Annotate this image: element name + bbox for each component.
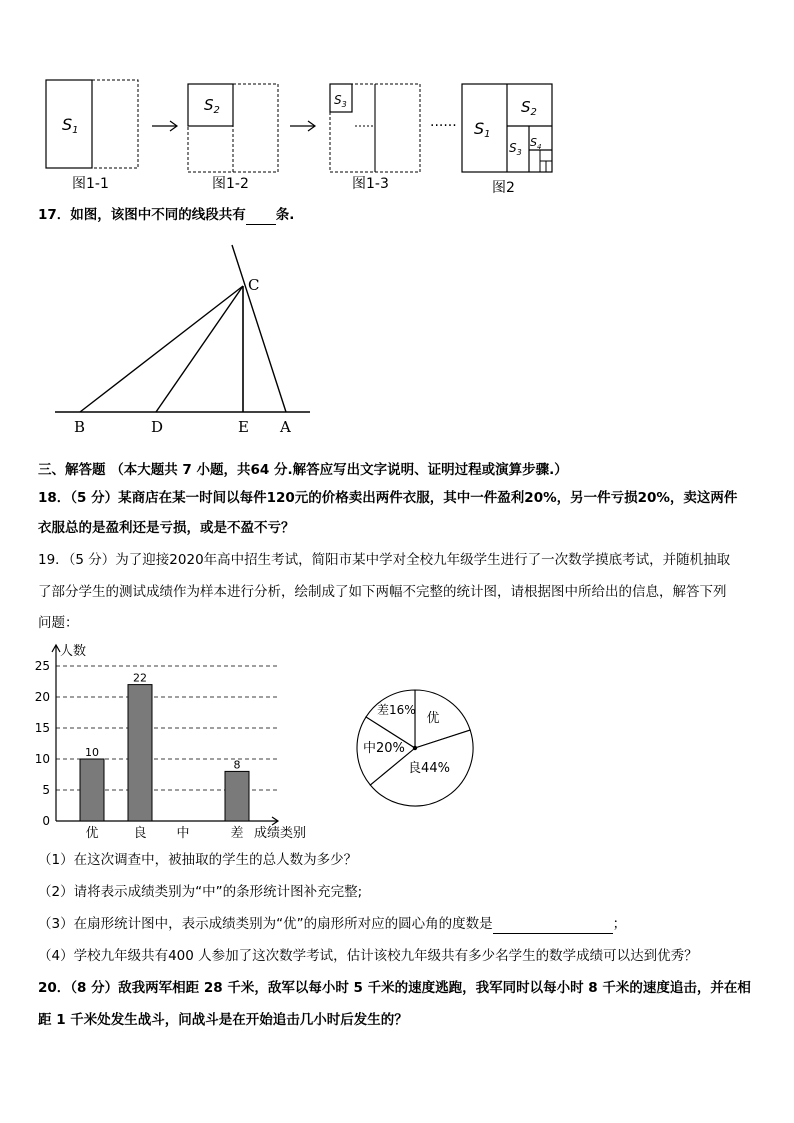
q17-text: 17．如图，该图中不同的线段共有 [38,207,246,223]
caption-fig1-2: 图1-2 [212,176,249,192]
bar-chart [30,640,330,845]
q19-sub3-suffix: ； [612,916,627,932]
q19-sub4: （4）学校九年级共有400 人参加了这次数学考试，估计该校九年级共有多少名学生的数学成绩可以达到优秀？ [38,948,698,964]
question-17 [38,205,294,225]
q19-line2: 了部分学生的测试成绩作为样本进行分析，绘制成了如下两幅不完整的统计图，请根据图中所给出的信息，解答下列 [38,584,727,600]
y-tick-label: 20 [34,690,50,704]
rectangle-sequence-figure [30,70,570,200]
label-s1-fig11: S1 [62,115,79,136]
y-axis-label: 人数 [60,644,87,659]
arrow-icon [152,121,177,131]
label-s4-fig2: $S_4$ [530,136,542,151]
point-label-d: D [151,418,164,436]
q19-line1: 19．（5 分）为了迎接2020年高中招生考试，简阳市某中学对全校九年级学生进行了一次数学摸底考试，并随机抽取 [38,552,731,568]
q19-sub3 [38,914,626,934]
point-label-a: A [280,418,291,436]
pie-slice-label: 良44% [408,761,450,776]
line-segment-figure [50,240,320,440]
y-tick-label: 25 [34,659,50,673]
x-tick-label: 良 [133,826,147,841]
bar [80,759,104,821]
x-tick-label: 中 [176,826,190,841]
y-tick-label: 10 [34,752,50,766]
pie-slice-label: 优 [426,711,440,726]
bar-value-label: 8 [233,758,241,772]
caption-fig1-3: 图1-3 [352,176,389,192]
q18-line1: 18．（5 分）某商店在某一时间以每件120元的价格卖出两件衣服，其中一件盈利20%，另一件亏损20%，卖这两件 [38,490,738,506]
bar-value-label: 10 [85,746,99,759]
answer-blank [493,917,613,934]
q18-line2: 衣服总的是盈利还是亏损，或是不盈不亏？ [38,520,295,536]
q19-sub2: （2）请将表示成绩类别为“中”的条形统计图补充完整; [38,884,363,900]
x-axis-label: 成绩类别 [254,826,307,841]
q17-suffix: 条. [275,207,295,223]
label-s2-fig12: $S_2$ [204,96,220,116]
label-s3-fig13: $S_3$ [334,93,347,109]
q19-sub1: （1）在这次调查中，被抽取的学生的总人数为多少？ [38,852,358,868]
x-tick-label: 优 [85,826,99,841]
q20-line1: 20．（8 分）敌我两军相距 28 千米，敌军以每小时 5 千米的速度逃跑，我军同时以每小时 8 千米的速度追击，并在相 [38,980,751,996]
label-s2-fig2: $S_2$ [521,98,537,118]
pie-chart [345,680,485,820]
q19-sub3-text: （3）在扇形统计图中，表示成绩类别为“优”的扇形所对应的圆心角的度数是 [38,916,493,932]
point-label-b: B [74,418,86,436]
answer-blank [246,208,276,225]
ellipsis: ······ [430,118,457,134]
bar-value-label: 22 [133,671,147,685]
caption-fig2: 图2 [492,180,515,196]
y-tick-label: 15 [34,721,50,735]
pie-slice-label: 差16% [377,703,416,717]
label-s3-fig2: $S_3$ [509,141,522,157]
caption-fig1-1: 图1-1 [72,176,109,192]
bar [225,771,249,821]
point-label-c: C [248,276,260,294]
arrow-icon [290,121,315,131]
section-3-heading: 三、解答题 （本大题共 7 小题，共64 分.解答应写出文字说明、证明过程或演算步骤.） [38,462,568,478]
pie-slice-label: 中20% [363,741,405,756]
bar [128,685,152,821]
point-label-e: E [238,418,249,436]
q19-line3: 问题： [38,615,79,631]
pie-center-dot [413,746,417,750]
y-tick-label: 0 [42,814,50,828]
y-tick-label: 5 [42,783,50,797]
q20-line2: 距 1 千米处发生战斗，问战斗是在开始追击几小时后发生的？ [38,1012,408,1028]
label-s1-fig2: S1 [474,119,491,140]
x-tick-label: 差 [230,826,244,841]
